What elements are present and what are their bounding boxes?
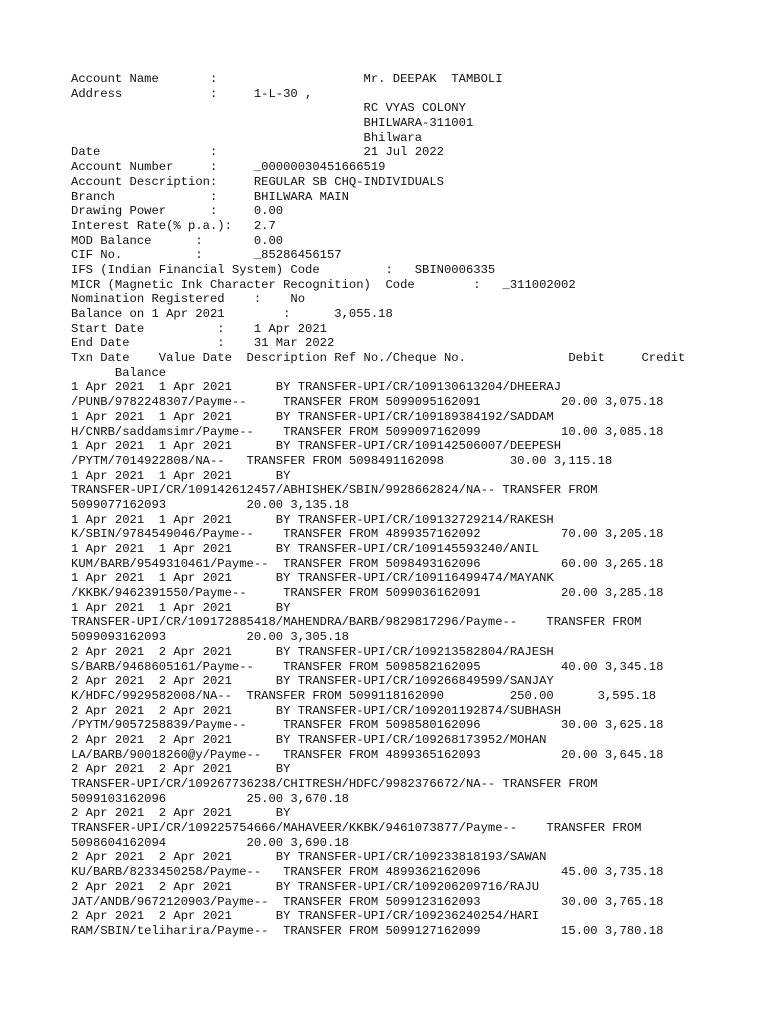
statement-line: KU/BARB/8233450258/Payme-- TRANSFER FROM 4899362162096 45.00 3,735.18 — [71, 865, 664, 880]
statement-line: Balance — [71, 365, 167, 380]
statement-line: Address : 1-L-30 , — [71, 86, 313, 101]
statement-line: JAT/ANDB/9672120903/Payme-- TRANSFER FROM 5099123162093 30.00 3,765.18 — [71, 894, 664, 909]
statement-line: Drawing Power : 0.00 — [71, 204, 284, 219]
statement-line: KUM/BARB/9549310461/Payme-- TRANSFER FROM 5098493162096 60.00 3,265.18 — [71, 556, 664, 571]
statement-line: Date : 21 Jul 2022 — [71, 145, 444, 160]
statement-line: 1 Apr 2021 1 Apr 2021 BY TRANSFER-UPI/CR/109130613204/DHEERAJ — [71, 380, 562, 395]
statement-line: RC VYAS COLONY — [71, 101, 466, 116]
statement-line: TRANSFER-UPI/CR/109172885418/MAHENDRA/BARB/9829817296/Payme-- TRANSFER FROM — [71, 615, 642, 630]
statement-line: H/CNRB/saddamsimr/Payme-- TRANSFER FROM 5099097162099 10.00 3,085.18 — [71, 424, 664, 439]
statement-line: Branch : BHILWARA MAIN — [71, 189, 349, 204]
statement-line: 2 Apr 2021 2 Apr 2021 BY TRANSFER-UPI/CR/109236240254/HARI — [71, 909, 540, 924]
statement-line: Account Name : Mr. DEEPAK TAMBOLI — [71, 72, 503, 86]
statement-line: BHILWARA-311001 — [71, 116, 474, 131]
statement-line: 5098604162094 20.00 3,690.18 — [71, 835, 349, 850]
statement-line: Bhilwara — [71, 130, 423, 145]
statement-line: Balance on 1 Apr 2021 : 3,055.18 — [71, 307, 393, 321]
statement-line: IFS (Indian Financial System) Code : SBIN0006335 — [71, 262, 496, 277]
statement-line: 5099077162093 20.00 3,135.18 — [71, 497, 349, 512]
statement-line: 2 Apr 2021 2 Apr 2021 BY TRANSFER-UPI/CR/109201192874/SUBHASH — [71, 703, 562, 718]
statement-line: /KKBK/9462391550/Payme-- TRANSFER FROM 5099036162091 20.00 3,285.18 — [71, 586, 664, 601]
statement-line: Start Date : 1 Apr 2021 — [71, 321, 327, 336]
statement-line: /PYTM/7014922808/NA-- TRANSFER FROM 5098491162098 30.00 3,115.18 — [71, 453, 613, 468]
statement-line: 2 Apr 2021 2 Apr 2021 BY TRANSFER-UPI/CR/109266849599/SANJAY — [71, 674, 554, 689]
statement-line: 5099103162096 25.00 3,670.18 — [71, 791, 349, 806]
statement-line: 1 Apr 2021 1 Apr 2021 BY — [71, 600, 291, 615]
statement-line: 2 Apr 2021 2 Apr 2021 BY — [71, 762, 291, 777]
statement-line: Account Number : _00000030451666519 — [71, 160, 386, 175]
statement-line: 2 Apr 2021 2 Apr 2021 BY TRANSFER-UPI/CR/109233818193/SAWAN — [71, 850, 547, 865]
statement-line: End Date : 31 Mar 2022 — [71, 336, 335, 351]
statement-line: S/BARB/9468605161/Payme-- TRANSFER FROM 5098582162095 40.00 3,345.18 — [71, 659, 664, 674]
statement-line: LA/BARB/90018260@y/Payme-- TRANSFER FROM 4899365162093 20.00 3,645.18 — [71, 747, 664, 762]
statement-line: RAM/SBIN/teliharira/Payme-- TRANSFER FROM 5099127162099 15.00 3,780.18 — [71, 923, 664, 938]
statement-line: TRANSFER-UPI/CR/109267736238/CHITRESH/HDFC/9982376672/NA-- TRANSFER FROM — [71, 777, 598, 791]
statement-line: 1 Apr 2021 1 Apr 2021 BY TRANSFER-UPI/CR/109116499474/MAYANK — [71, 571, 554, 586]
statement-line: 2 Apr 2021 2 Apr 2021 BY TRANSFER-UPI/CR/109206209716/RAJU — [71, 879, 540, 894]
statement-line: 1 Apr 2021 1 Apr 2021 BY — [71, 468, 291, 483]
statement-line: TRANSFER-UPI/CR/109225754666/MAHAVEER/KKBK/9461073877/Payme-- TRANSFER FROM — [71, 821, 642, 836]
statement-line: 2 Apr 2021 2 Apr 2021 BY TRANSFER-UPI/CR/109213582804/RAJESH — [71, 644, 554, 659]
statement-line: K/SBIN/9784549046/Payme-- TRANSFER FROM 4899357162092 70.00 3,205.18 — [71, 527, 664, 542]
statement-line: Interest Rate(% p.a.): 2.7 — [71, 218, 276, 233]
statement-line: /PYTM/9057258839/Payme-- TRANSFER FROM 5098580162096 30.00 3,625.18 — [71, 718, 664, 733]
statement-line: Txn Date Value Date Description Ref No./Cheque No. Debit Credit — [71, 351, 686, 366]
statement-line: CIF No. : _85286456157 — [71, 248, 342, 263]
statement-line: TRANSFER-UPI/CR/109142612457/ABHISHEK/SBIN/9928662824/NA-- TRANSFER FROM — [71, 483, 598, 498]
statement-line: MICR (Magnetic Ink Character Recognition) Code : _311002002 — [71, 277, 576, 292]
account-statement — [71, 72, 731, 939]
statement-line: 1 Apr 2021 1 Apr 2021 BY TRANSFER-UPI/CR/109132729214/RAKESH — [71, 512, 554, 527]
statement-line: 2 Apr 2021 2 Apr 2021 BY TRANSFER-UPI/CR/109268173952/MOHAN — [71, 732, 547, 747]
statement-line: MOD Balance : 0.00 — [71, 233, 284, 248]
statement-line: K/HDFC/9929582008/NA-- TRANSFER FROM 5099118162090 250.00 3,595.18 — [71, 688, 657, 703]
statement-line: Nomination Registered : No — [71, 292, 306, 307]
statement-line: Account Description: REGULAR SB CHQ-INDIVIDUALS — [71, 174, 444, 189]
statement-line: 1 Apr 2021 1 Apr 2021 BY TRANSFER-UPI/CR/109145593240/ANIL — [71, 542, 540, 556]
statement-line: 1 Apr 2021 1 Apr 2021 BY TRANSFER-UPI/CR/109189384192/SADDAM — [71, 409, 554, 424]
statement-line: 5099093162093 20.00 3,305.18 — [71, 630, 349, 645]
statement-line: 2 Apr 2021 2 Apr 2021 BY — [71, 806, 291, 821]
statement-line: /PUNB/9782248307/Payme-- TRANSFER FROM 5099095162091 20.00 3,075.18 — [71, 395, 664, 410]
statement-line: 1 Apr 2021 1 Apr 2021 BY TRANSFER-UPI/CR/109142506007/DEEPESH — [71, 439, 562, 454]
